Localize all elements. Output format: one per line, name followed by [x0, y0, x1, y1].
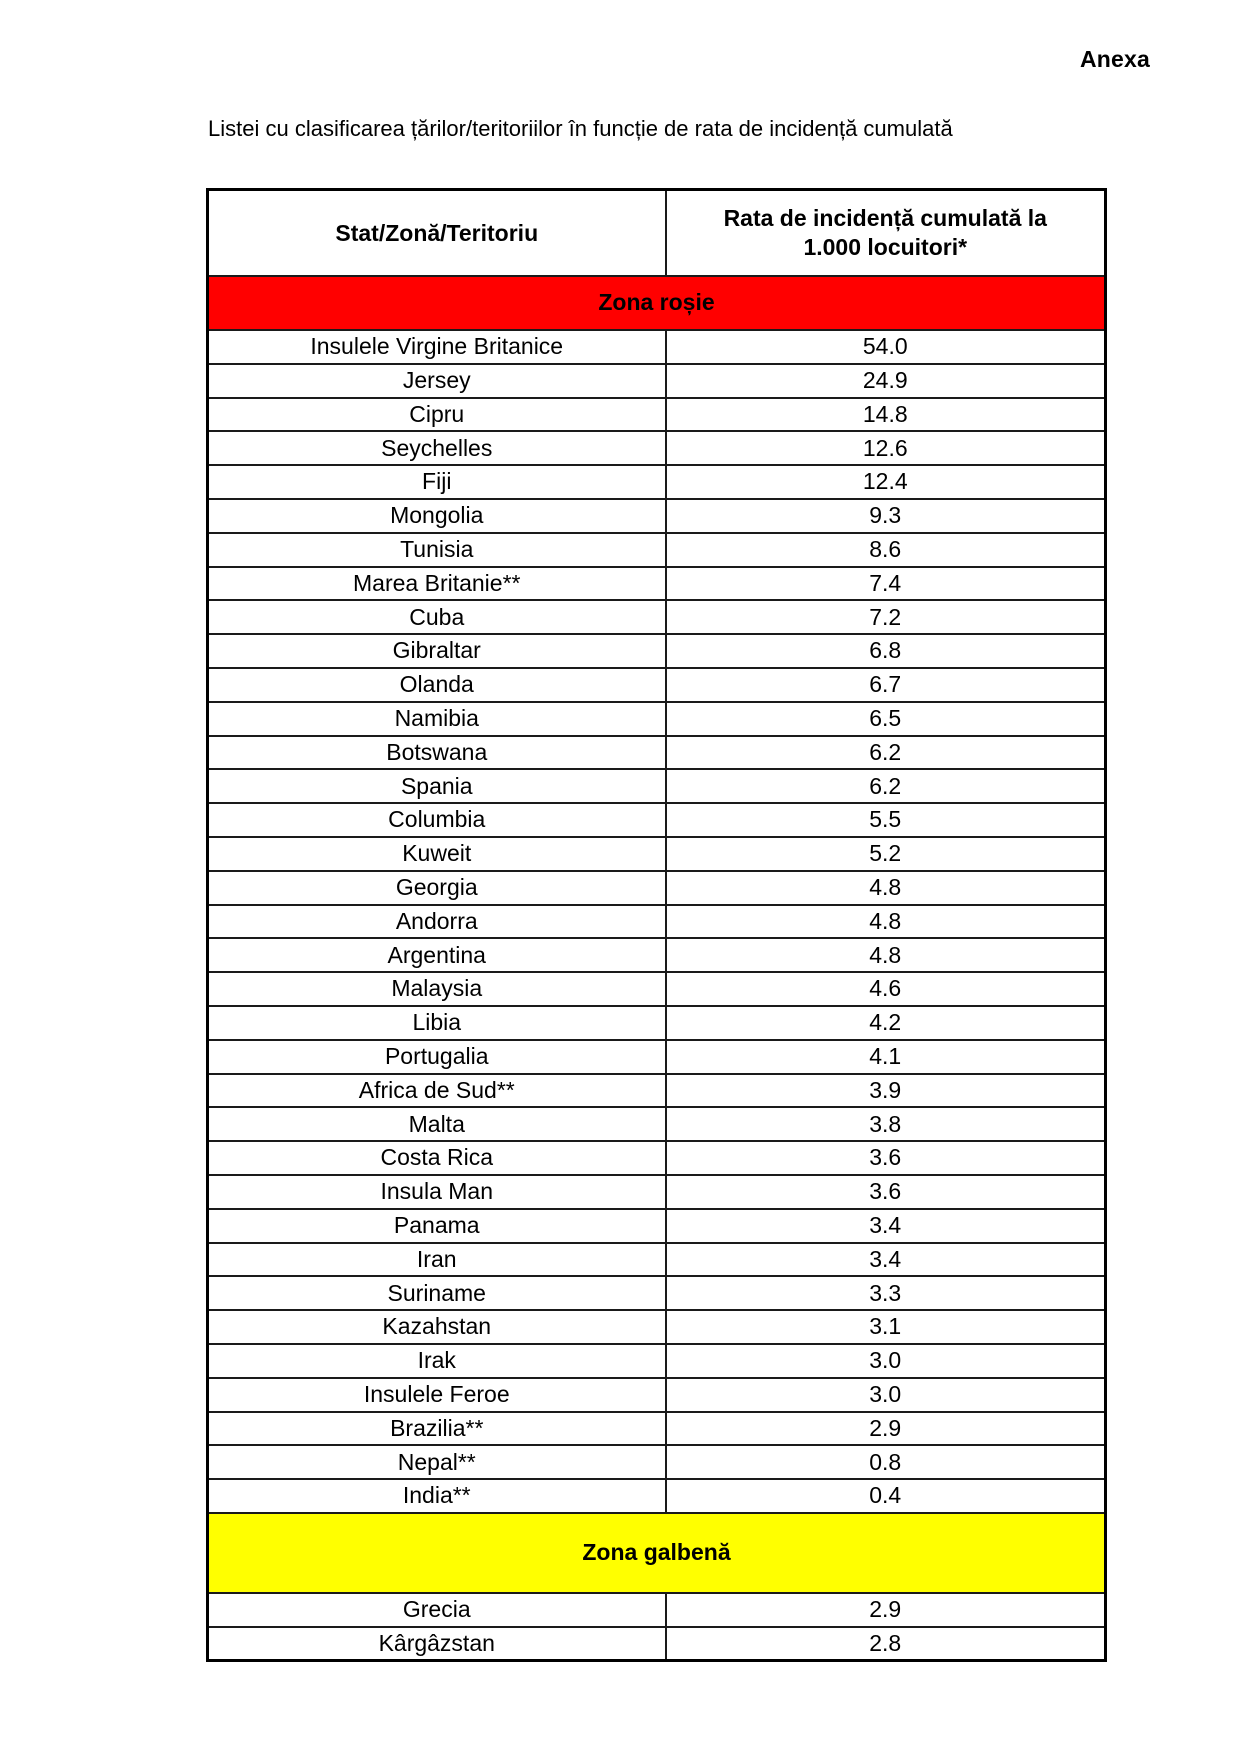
country-cell: Brazilia** — [208, 1412, 666, 1446]
country-cell: Gibraltar — [208, 634, 666, 668]
country-cell: Columbia — [208, 803, 666, 837]
table-row — [208, 499, 1106, 533]
value-cell: 14.8 — [666, 398, 1106, 432]
table-row — [208, 803, 1106, 837]
table-row — [208, 972, 1106, 1006]
value-cell: 12.6 — [666, 431, 1106, 465]
country-cell: Africa de Sud** — [208, 1074, 666, 1108]
country-cell: Georgia — [208, 871, 666, 905]
table-row — [208, 668, 1106, 702]
column-header-rate-line2: 1.000 locuitori* — [803, 234, 968, 260]
country-cell: Malta — [208, 1107, 666, 1141]
country-cell: Costa Rica — [208, 1141, 666, 1175]
table-row — [208, 736, 1106, 770]
zone-banner-row — [208, 276, 1106, 330]
value-cell: 0.4 — [666, 1479, 1106, 1513]
country-cell: Libia — [208, 1006, 666, 1040]
value-cell: 2.8 — [666, 1627, 1106, 1661]
value-cell: 3.3 — [666, 1276, 1106, 1310]
value-cell: 2.9 — [666, 1593, 1106, 1627]
table-row — [208, 600, 1106, 634]
table-row — [208, 1006, 1106, 1040]
table-row — [208, 330, 1106, 364]
country-cell: Cuba — [208, 600, 666, 634]
value-cell: 3.4 — [666, 1243, 1106, 1277]
value-cell: 4.6 — [666, 972, 1106, 1006]
value-cell: 0.8 — [666, 1445, 1106, 1479]
value-cell: 4.8 — [666, 871, 1106, 905]
value-cell: 3.0 — [666, 1378, 1106, 1412]
table-row — [208, 1412, 1106, 1446]
value-cell: 7.2 — [666, 600, 1106, 634]
table-row — [208, 634, 1106, 668]
page-title: Listei cu clasificarea țărilor/teritoriilor în funcție de rata de incidență cumulată — [208, 116, 953, 141]
country-cell: Olanda — [208, 668, 666, 702]
table-row — [208, 465, 1106, 499]
value-cell: 6.8 — [666, 634, 1106, 668]
table-row — [208, 1040, 1106, 1074]
table-row — [208, 567, 1106, 601]
table-header-row — [208, 190, 1106, 277]
country-cell: India** — [208, 1479, 666, 1513]
value-cell: 4.1 — [666, 1040, 1106, 1074]
table-row — [208, 1378, 1106, 1412]
value-cell: 4.8 — [666, 938, 1106, 972]
country-cell: Portugalia — [208, 1040, 666, 1074]
country-cell: Tunisia — [208, 533, 666, 567]
value-cell: 3.6 — [666, 1141, 1106, 1175]
country-cell: Fiji — [208, 465, 666, 499]
zone-banner-label: Zona roșie — [208, 276, 1106, 330]
country-cell: Andorra — [208, 905, 666, 939]
value-cell: 54.0 — [666, 330, 1106, 364]
country-cell: Namibia — [208, 702, 666, 736]
table-row — [208, 364, 1106, 398]
value-cell: 4.2 — [666, 1006, 1106, 1040]
table-row — [208, 1344, 1106, 1378]
table-row — [208, 1141, 1106, 1175]
country-cell: Malaysia — [208, 972, 666, 1006]
column-header-stat: Stat/Zonă/Teritoriu — [208, 190, 666, 277]
value-cell: 3.9 — [666, 1074, 1106, 1108]
country-cell: Insula Man — [208, 1175, 666, 1209]
table-row — [208, 837, 1106, 871]
value-cell: 2.9 — [666, 1412, 1106, 1446]
table-row — [208, 1593, 1106, 1627]
table-row — [208, 1445, 1106, 1479]
zone-banner-label: Zona galbenă — [208, 1513, 1106, 1593]
table-row — [208, 1479, 1106, 1513]
value-cell: 3.0 — [666, 1344, 1106, 1378]
annex-label: Anexa — [1080, 46, 1151, 72]
country-cell: Insulele Virgine Britanice — [208, 330, 666, 364]
column-header-rate-line1: Rata de incidență cumulată la — [723, 205, 1047, 232]
country-cell: Kuweit — [208, 837, 666, 871]
value-cell: 8.6 — [666, 533, 1106, 567]
table-row — [208, 905, 1106, 939]
value-cell: 9.3 — [666, 499, 1106, 533]
country-cell: Nepal** — [208, 1445, 666, 1479]
country-cell: Mongolia — [208, 499, 666, 533]
country-cell: Spania — [208, 769, 666, 803]
table-row — [208, 1276, 1106, 1310]
column-header-rate — [666, 190, 1106, 277]
country-cell: Panama — [208, 1209, 666, 1243]
table-row — [208, 1074, 1106, 1108]
table-row — [208, 533, 1106, 567]
country-cell: Kazahstan — [208, 1310, 666, 1344]
value-cell: 6.7 — [666, 668, 1106, 702]
table-row — [208, 398, 1106, 432]
table-row — [208, 1310, 1106, 1344]
value-cell: 5.5 — [666, 803, 1106, 837]
value-cell: 3.1 — [666, 1310, 1106, 1344]
table-row — [208, 1627, 1106, 1661]
table-row — [208, 702, 1106, 736]
country-cell: Cipru — [208, 398, 666, 432]
country-cell: Kârgâzstan — [208, 1627, 666, 1661]
table-row — [208, 769, 1106, 803]
value-cell: 4.8 — [666, 905, 1106, 939]
incidence-table — [206, 188, 1107, 1662]
value-cell: 5.2 — [666, 837, 1106, 871]
table-row — [208, 1243, 1106, 1277]
value-cell: 6.5 — [666, 702, 1106, 736]
country-cell: Botswana — [208, 736, 666, 770]
table-row — [208, 1209, 1106, 1243]
value-cell: 3.6 — [666, 1175, 1106, 1209]
country-cell: Marea Britanie** — [208, 567, 666, 601]
table-row — [208, 1175, 1106, 1209]
country-cell: Insulele Feroe — [208, 1378, 666, 1412]
table-row — [208, 431, 1106, 465]
country-cell: Irak — [208, 1344, 666, 1378]
zone-banner-row — [208, 1513, 1106, 1593]
country-cell: Argentina — [208, 938, 666, 972]
value-cell: 12.4 — [666, 465, 1106, 499]
country-cell: Grecia — [208, 1593, 666, 1627]
value-cell: 6.2 — [666, 769, 1106, 803]
table-row — [208, 1107, 1106, 1141]
value-cell: 24.9 — [666, 364, 1106, 398]
table-row — [208, 938, 1106, 972]
country-cell: Jersey — [208, 364, 666, 398]
country-cell: Suriname — [208, 1276, 666, 1310]
value-cell: 3.8 — [666, 1107, 1106, 1141]
country-cell: Iran — [208, 1243, 666, 1277]
table-row — [208, 871, 1106, 905]
country-cell: Seychelles — [208, 431, 666, 465]
value-cell: 3.4 — [666, 1209, 1106, 1243]
value-cell: 6.2 — [666, 736, 1106, 770]
value-cell: 7.4 — [666, 567, 1106, 601]
